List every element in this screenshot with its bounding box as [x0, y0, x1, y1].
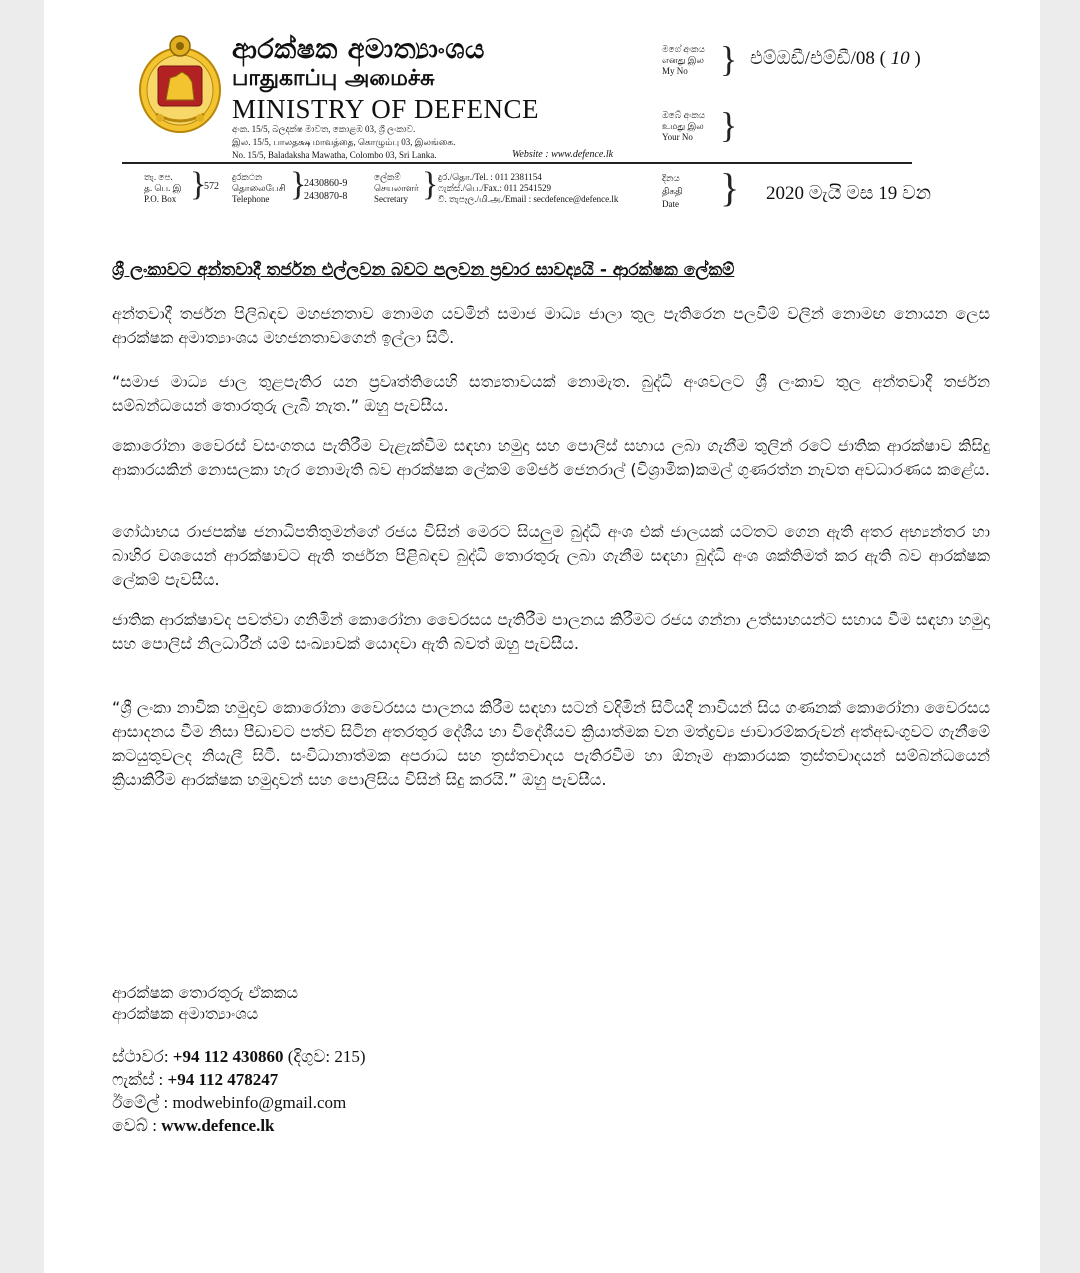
letterhead-divider — [122, 162, 912, 164]
press-release-headline: ශ්‍රී ලංකාවට අන්තවාදී තර්ජන එල්ලවන බවට පලවන ප්‍රචාර සාවද්‍යයි - ආරක්ෂක ලේකම් — [112, 260, 735, 280]
letterhead-website: Website : www.defence.lk — [512, 149, 614, 160]
address-tamil: இல. 15/5, பாலதக்ஷ மாவத்தை, கொழும்பு 03, இலங்கை. — [232, 137, 456, 147]
secretary-brace: } — [422, 166, 439, 203]
ministry-name-english: MINISTRY OF DEFENCE — [232, 94, 540, 124]
po-box-brace: } — [190, 166, 207, 203]
body-paragraph-6: “ශ්‍රී ලංකා නාවික හමුදාව කොරෝනා වෛරසය පාලනය කිරීම සඳහා සටන් වදිමින් සිටියදී නාවියන් සිය ගණනක් කොරෝනා වෛරසය ආසාදනය වීම නිසා පීඩාවට පත්ව සිටින අතරතුර දේශීය හා විදේශීයව ක්‍රියාත්මක වන මත්ද්‍රව්‍ය ජාවාරම්කරුවන් අත්අඩංගුවට ගැනීමේ කටයුතුවලද නියැලී සිටී. සංවිධානාත්මක අපරාධ සහ ත්‍රස්තවාදය පැතිරවීම හා ඕනෑම ආකාරයක ත්‍රස්තවාදයන් සම්බන්ධයෙන් ක්‍රියාකිරීම ආරක්ෂක හමුදාවන් සහ පොලිසිය විසින් සිදු කරයි.” ඔහු පැවසීය. — [112, 698, 990, 789]
my-no-brace: } — [720, 39, 738, 79]
secretary-contacts: දුර./தொ./Tel. : 011 2381154 ෆැක්ස්./பெ./Fax.: 011 2541529 වි. තැපෑල./மி.அ./Email : secdefence@defence.lk — [438, 172, 619, 204]
po-box-label: තැ. පෙ. த. பெ. இ P.O. Box — [144, 172, 182, 204]
telephone-label: දුරකථන தொலைபேசி Telephone — [232, 172, 286, 204]
ministry-crest-emblem — [136, 32, 224, 138]
body-paragraph-4: ගෝඨාභය රාජපක්ෂ ජනාධිපතිතුමන්ගේ රජය විසින් මෙරට සියලුම බුද්ධි අංශ එක් ජාලයක් යටතට ගෙන ඇති අතර අභ්‍යන්තර හා බාහිර වශයෙන් ආරක්ෂාවට ඇති තර්ජන පිළිබඳව බුද්ධි තොරතුරු ලබා ගැනීම සඳහා බුද්ධි අංශ ශක්තිමත් කර ඇති බව ආරක්ෂක ලේකම් පැවසීය. — [112, 522, 990, 589]
body-paragraph-5: ජාතික ආරක්ෂාවද පවත්වා ගනිමින් කොරෝනා වෛරසය පැතිරීම පාලනය කිරීමට රජය ගන්නා උත්සාහයන්ට සහාය වීම සඳහා හමුදා සහ පොලිස් නිලධාරීන් යම් සංඛ්‍යාවක් යොදවා ඇති බවත් ඔහු පැවසීය. — [112, 610, 990, 653]
your-no-brace: } — [720, 105, 738, 145]
body-paragraph-2: “සමාජ මාධ්‍ය ජාල තුළපැතිර යන ප්‍රවෘත්තියෙහි සත්‍යතාවයක් නොමැත. බුද්ධි අංශවලට ශ්‍රී ලංකාව තුල අන්තවාදී තර්ජන සම්බන්ධයෙන් තොරතුරු ලැබී නැත.” ඔහු පැවසීය. — [112, 372, 990, 415]
contact-fax: ෆැක්ස් : +94 112 478247 — [112, 1070, 279, 1089]
your-no-label: ඔබේ අංකය உமது இல Your No — [662, 110, 706, 142]
ministry-name-tamil: பாதுகாப்பு அமைச்சு — [232, 66, 435, 91]
po-box-value: 572 — [204, 181, 219, 192]
secretary-label: ලේකම් செயலாளர் Secretary — [374, 172, 419, 204]
telephone-values: 2430860-9 2430870-8 — [304, 178, 348, 202]
date-brace: } — [720, 165, 740, 210]
my-no-value: එම්ඔඩී/එම්ඩී/08 ( 10 ) — [750, 48, 921, 69]
body-paragraph-3: කොරෝනා වෛරස් වසංගතය පැතිරීම වැළැක්වීම සඳහා හමුදා සහ පොලිස් සහාය ලබා ගැනීම තුලින් රටේ ජාතික ආරක්ෂාව කිසිදු ආකාරයකින් නොසලකා හැර නොමැති බව ආරක්ෂක ලේකම් මේජර් ජෙනරාල් (විශ්‍රාමික)කමල් ගුණරත්න නැවත අවධාරණය කළේය. — [112, 436, 990, 479]
body-paragraph-1: අන්තවාදී තර්ජන පිලිබඳව මහජනතාව නොමග යවමින් සමාජ මාධ්‍ය ජාලා තුල පැතිරෙන පලවීම් වලින් නොමඟ නොයන ලෙස ආරක්ෂක අමාත්‍යාංශය මහජනතාවගෙන් ඉල්ලා සිටී. — [112, 304, 990, 347]
my-no-label: මගේ අංකය எனது இல My No — [662, 44, 705, 76]
ministry-name-sinhala: ආරක්ෂක අමාත්‍යාංශය — [232, 34, 485, 65]
address-english: No. 15/5, Baladaksha Mawatha, Colombo 03, Sri Lanka. — [232, 150, 437, 160]
signature-ministry: ආරක්ෂක අමාත්‍යාංශය — [112, 1004, 259, 1023]
contact-email: ඊමේල් : modwebinfo@gmail.com — [112, 1093, 347, 1112]
telephone-brace: } — [290, 166, 307, 203]
date-label: දිනය திகதி Date — [662, 173, 683, 209]
address-sinhala: අංක. 15/5, බලදක්ෂ මාවත, කොළඹ 03, ශ්‍රී ලංකාව. — [232, 124, 416, 134]
contact-switchboard: ස්ථාවර: +94 112 430860 (දිගුව: 215) — [112, 1047, 366, 1066]
date-value: 2020 මැයි මස 19 වන — [766, 183, 932, 204]
contact-web: වෙබ් : www.defence.lk — [112, 1116, 275, 1135]
signature-unit: ආරක්ෂක තොරතුරු ඒකකය — [112, 983, 299, 1002]
